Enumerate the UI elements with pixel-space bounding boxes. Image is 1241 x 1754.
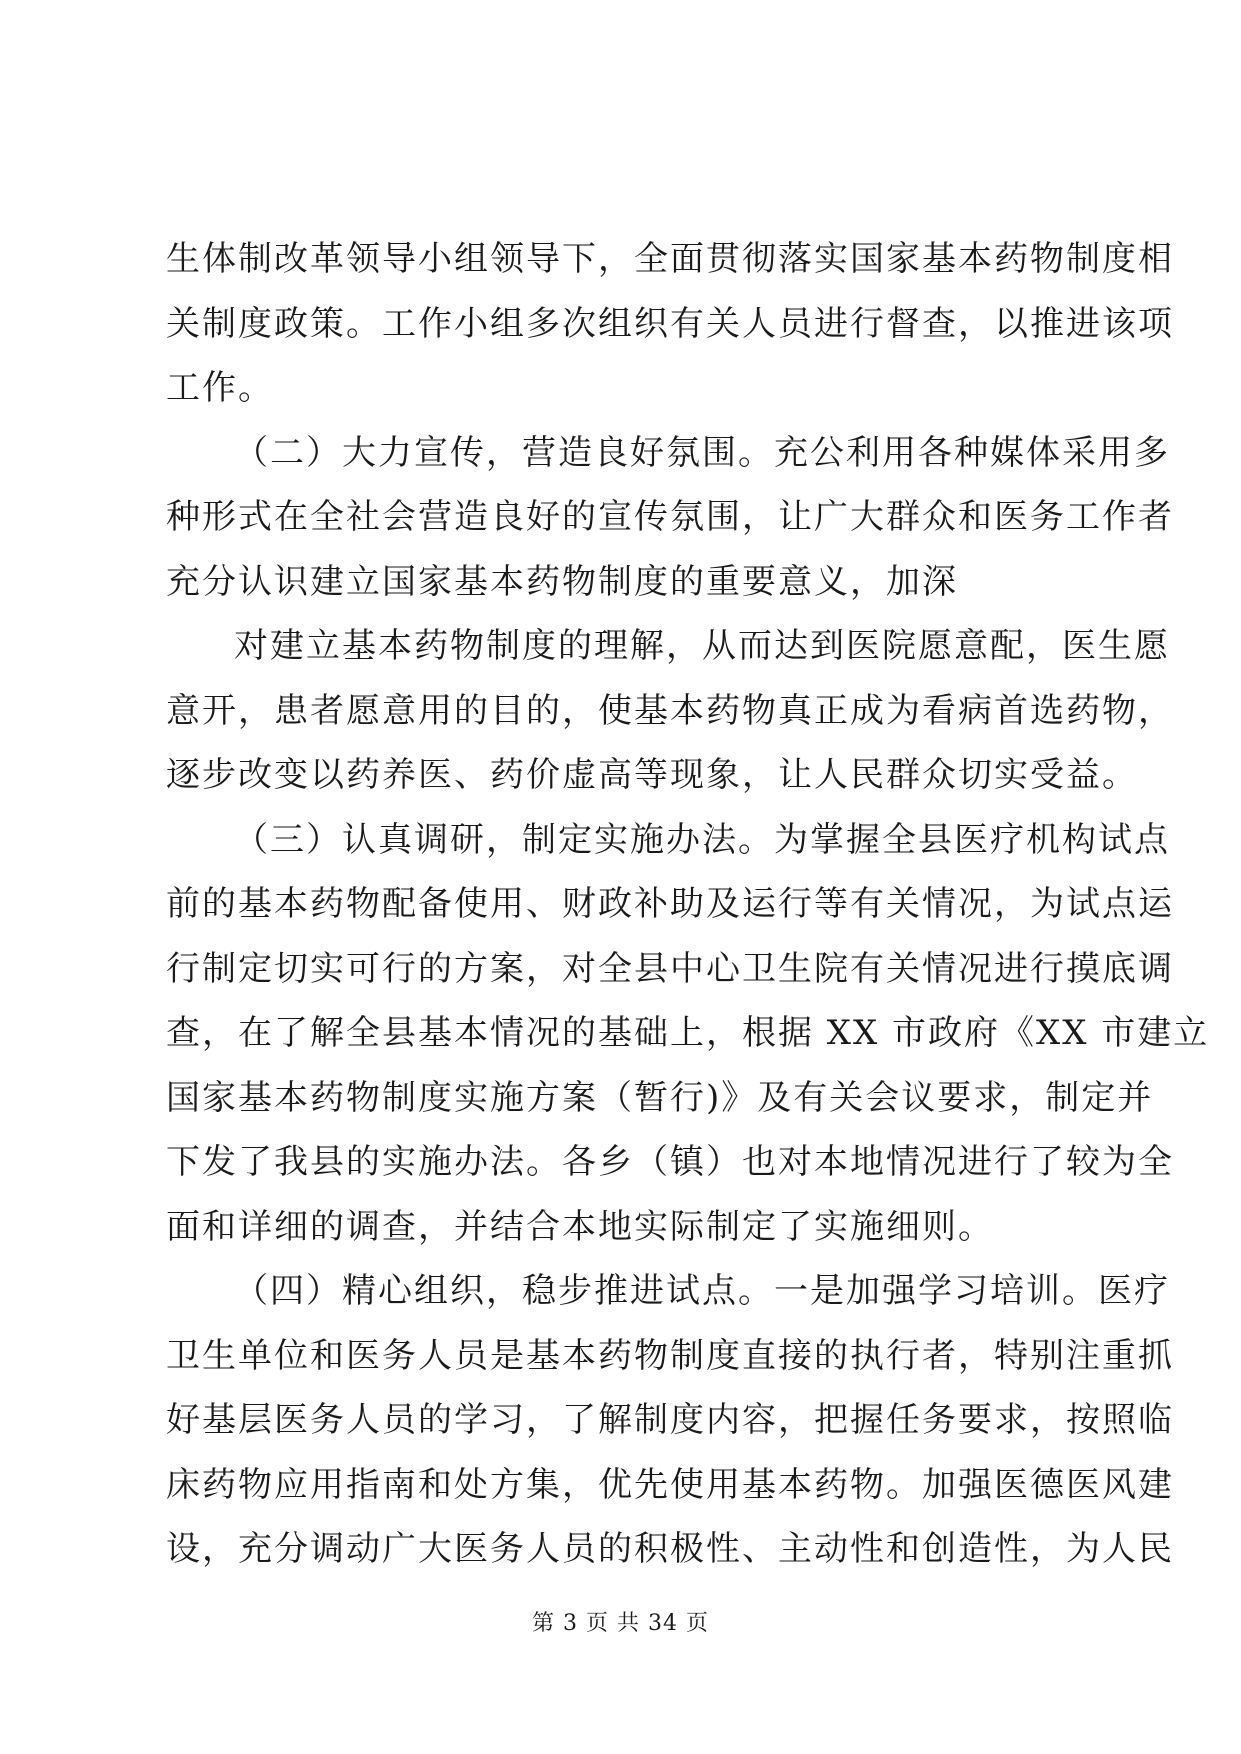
text-line: 行制定切实可行的方案，对全县中心卫生院有关情况进行摸底调 [166,948,1174,989]
text-line: 查，在了解全县基本情况的基础上，根据 XX 市政府《XX 市建立 [166,1013,1210,1053]
page-footer: 第 3 页 共 34 页 [532,1611,709,1636]
text-line: 面和详细的调查，并结合本地实际制定了实施细则。 [166,1206,994,1247]
text-line: 前的基本药物配备使用、财政补助及运行等有关情况，为试点运 [166,884,1174,924]
text-line: （三）认真调研，制定实施办法。为掌握全县医疗机构试点 [234,819,1170,860]
text-line: 工作。 [166,368,274,408]
text-line: 充分认识建立国家基本药物制度的重要意义，加深 [166,561,958,602]
text-line: 生体制改革领导小组领导下，全面贯彻落实国家基本药物制度相 [166,239,1174,279]
text-line: 设，充分调动广大医务人员的积极性、主动性和创造性，为人民 [166,1529,1174,1569]
document-body [166,227,1210,1582]
text-line: 好基层医务人员的学习，了解制度内容，把握任务要求，按照临 [166,1400,1174,1440]
text-line: 下发了我县的实施办法。各乡（镇）也对本地情况进行了较为全 [166,1142,1174,1182]
text-line: 意开，患者愿意用的目的，使基本药物真正成为看病首选药物， [166,690,1174,731]
text-line: 种形式在全社会营造良好的宣传氛围，让广大群众和医务工作者 [166,497,1174,537]
text-line: 关制度政策。工作小组多次组织有关人员进行督查，以推进该项 [166,303,1174,344]
text-line: 对建立基本药物制度的理解，从而达到医院愿意配，医生愿 [234,626,1170,666]
text-line: （二）大力宣传，营造良好氛围。充公利用各种媒体采用多 [234,432,1170,473]
text-line: 国家基本药物制度实施方案（暂行)》及有关会议要求，制定并 [166,1077,1154,1118]
text-line: 卫生单位和医务人员是基本药物制度直接的执行者，特别注重抓 [166,1335,1174,1376]
text-line: 逐步改变以药养医、药价虚高等现象，让人民群众切实受益。 [166,755,1138,795]
text-line: （四）精心组织，稳步推进试点。一是加强学习培训。医疗 [234,1271,1170,1311]
text-line: 床药物应用指南和处方集，优先使用基本药物。加强医德医风建 [166,1464,1174,1505]
